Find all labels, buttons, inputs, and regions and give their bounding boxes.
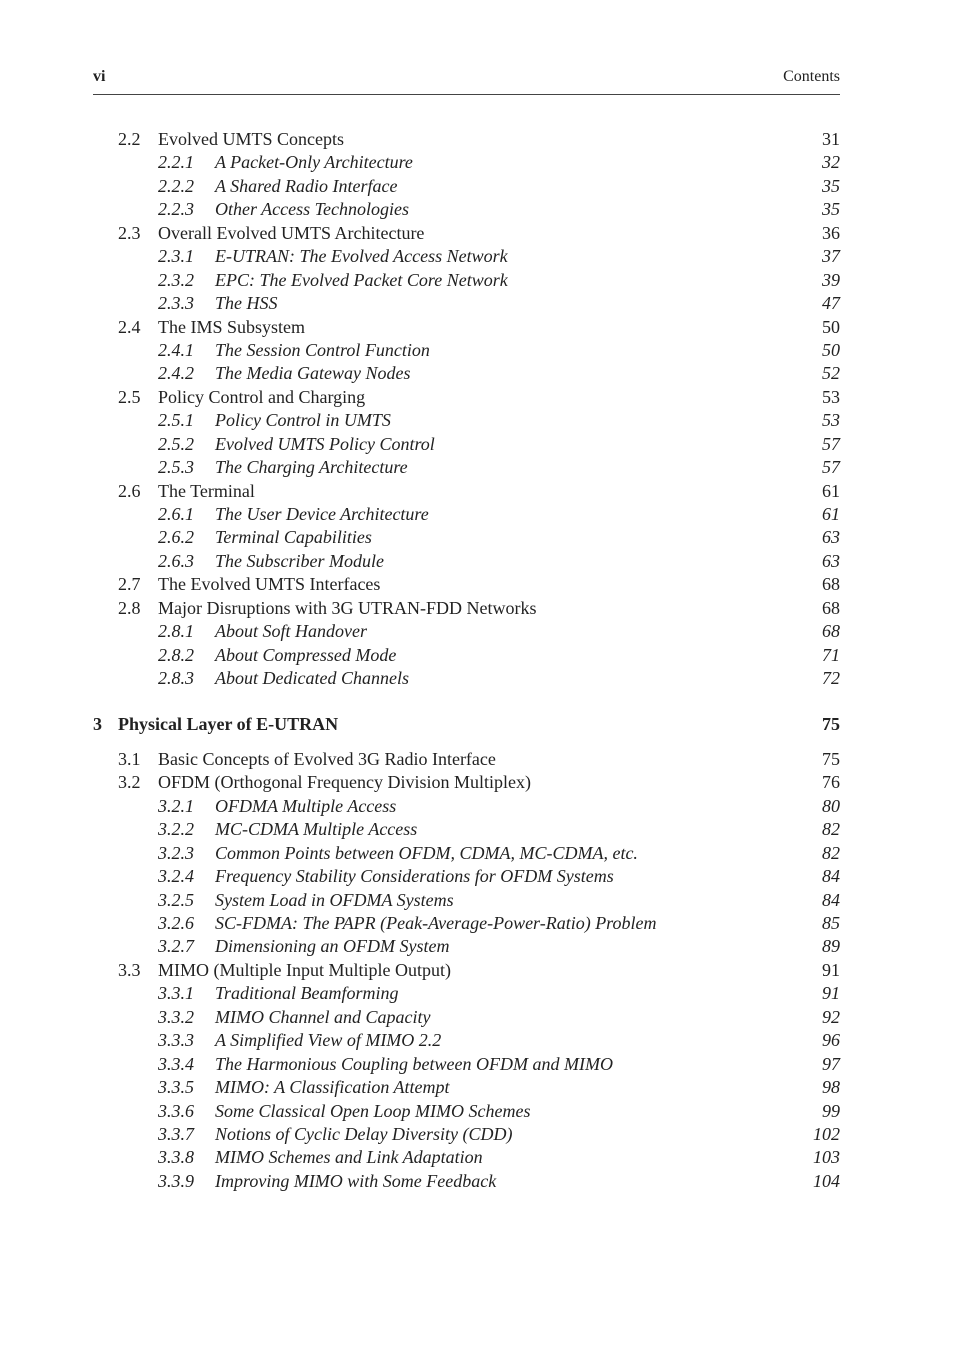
toc-entry-number: 3.1 [118,748,141,769]
toc-entry-page: 103 [813,1147,840,1168]
toc-entry-title: MC-CDMA Multiple Access [215,819,418,840]
toc-entry-subsection [93,865,840,888]
toc-entry-page: 53 [822,386,840,407]
toc-entry-number: 3.2.1 [158,795,194,816]
toc-entry-title: Dimensioning an OFDM System [215,936,450,957]
table-of-contents [93,128,840,1193]
toc-entry-title: About Compressed Mode [215,644,397,665]
toc-entry-title: The Subscriber Module [215,550,384,571]
toc-entry-number: 2.8 [118,597,141,618]
toc-entry-chapter [93,713,840,736]
toc-entry-subsection [93,1123,840,1146]
toc-entry-subsection [93,667,840,690]
toc-entry-page: 82 [822,842,840,863]
toc-entry-number: 3.3.5 [158,1077,194,1098]
toc-entry-subsection [93,1146,840,1169]
toc-entry-section [93,222,840,245]
toc-entry-page: 57 [822,457,840,478]
toc-entry-subsection [93,935,840,958]
toc-entry-subsection [93,409,840,432]
toc-entry-page: 39 [822,269,840,290]
toc-entry-title: Overall Evolved UMTS Architecture [158,222,425,243]
toc-entry-title: The Terminal [158,480,255,501]
toc-entry-page: 89 [822,936,840,957]
toc-entry-number: 2.3.3 [158,293,194,314]
toc-entry-title: Major Disruptions with 3G UTRAN-FDD Networks [158,597,537,618]
toc-entry-title: A Packet-Only Architecture [215,152,413,173]
toc-entry-title: Evolved UMTS Concepts [158,129,344,149]
toc-entry-subsection [93,818,840,841]
toc-entry-page: 68 [822,574,840,595]
toc-entry-number: 2.2.3 [158,199,194,220]
toc-entry-page: 61 [822,504,840,524]
toc-entry-page: 75 [822,713,840,734]
toc-entry-subsection [93,620,840,643]
toc-entry-section [93,128,840,151]
toc-entry-number: 2.6 [118,480,141,501]
toc-entry-section [93,316,840,339]
toc-entry-page: 35 [822,175,840,196]
toc-entry-title: Other Access Technologies [215,199,409,220]
toc-entry-section [93,748,840,771]
toc-entry-number: 3.3.1 [158,983,194,1004]
toc-entry-number: 2.7 [118,574,141,595]
toc-entry-title: Some Classical Open Loop MIMO Schemes [215,1100,531,1121]
toc-entry-number: 3.3.4 [158,1053,194,1074]
toc-entry-subsection [93,842,840,865]
toc-entry-section [93,480,840,503]
toc-entry-page: 97 [822,1053,840,1074]
toc-entry-page: 50 [822,316,840,337]
toc-entry-number: 3.3.8 [158,1147,194,1168]
toc-entry-title: The IMS Subsystem [158,316,306,337]
page-header [93,68,840,95]
toc-entry-subsection [93,912,840,935]
toc-entry-page: 50 [822,339,840,360]
running-title: Contents [783,68,840,85]
toc-entry-number: 3.2.4 [158,866,194,887]
toc-entry-number: 2.3 [118,222,141,243]
toc-entry-title: Evolved UMTS Policy Control [215,433,435,454]
toc-entry-number: 3.2.7 [158,936,194,957]
toc-entry-number: 2.4 [118,316,141,337]
toc-entry-page: 84 [822,866,840,887]
toc-entry-subsection [93,550,840,573]
toc-entry-page: 63 [822,527,840,548]
toc-entry-number: 2.4.2 [158,363,194,384]
toc-entry-page: 52 [822,363,840,384]
toc-entry-subsection [93,1076,840,1099]
toc-entry-title: Notions of Cyclic Delay Diversity (CDD) [215,1123,513,1144]
toc-entry-section [93,771,840,794]
toc-entry-subsection [93,1053,840,1076]
toc-entry-title: System Load in OFDMA Systems [215,889,454,910]
toc-entry-number: 2.3.1 [158,246,194,267]
toc-entry-title: Terminal Capabilities [215,527,372,548]
toc-entry-page: 99 [822,1100,840,1121]
toc-entry-section [93,597,840,620]
toc-entry-page: 61 [822,480,840,501]
toc-entry-page: 36 [822,222,840,243]
toc-entry-number: 2.5 [118,386,141,407]
toc-entry-title: MIMO Channel and Capacity [215,1006,431,1027]
toc-entry-number: 2.2.2 [158,175,194,196]
toc-entry-title: A Simplified View of MIMO 2.2 [215,1030,442,1051]
toc-entry-title: MIMO Schemes and Link Adaptation [215,1147,483,1168]
toc-entry-page: 91 [822,959,840,980]
toc-entry-page: 63 [822,550,840,571]
toc-entry-subsection [93,526,840,549]
toc-entry-page: 76 [822,772,840,793]
toc-entry-number: 3.3 [118,959,141,980]
toc-entry-subsection [93,362,840,385]
toc-entry-title: The User Device Architecture [215,504,429,524]
toc-entry-page: 92 [822,1006,840,1027]
toc-entry-title: EPC: The Evolved Packet Core Network [215,269,508,290]
toc-entry-title: Improving MIMO with Some Feedback [215,1170,497,1191]
toc-entry-number: 2.4.1 [158,339,194,360]
toc-entry-title: Policy Control in UMTS [215,410,391,431]
toc-entry-page: 98 [822,1077,840,1098]
toc-entry-subsection [93,1029,840,1052]
toc-entry-subsection [93,456,840,479]
toc-entry-number: 3.2.6 [158,913,194,933]
toc-entry-subsection [93,339,840,362]
toc-entry-subsection [93,245,840,268]
toc-entry-title: MIMO: A Classification Attempt [215,1077,450,1098]
toc-entry-page: 84 [822,889,840,910]
toc-entry-page: 32 [822,152,840,173]
toc-entry-subsection [93,1170,840,1193]
toc-entry-subsection [93,889,840,912]
toc-entry-title: Frequency Stability Considerations for OFDM Systems [215,866,614,887]
toc-entry-subsection [93,175,840,198]
toc-entry-subsection [93,795,840,818]
toc-entry-number: 2.6.3 [158,550,194,571]
toc-entry-subsection [93,269,840,292]
toc-entry-subsection [93,982,840,1005]
toc-entry-page: 104 [813,1170,840,1191]
toc-entry-number: 2.2 [118,129,141,149]
toc-entry-number: 3.2.3 [158,842,194,863]
toc-entry-title: Basic Concepts of Evolved 3G Radio Interface [158,748,496,769]
toc-entry-number: 3.3.2 [158,1006,194,1027]
toc-entry-title: About Dedicated Channels [215,668,409,689]
toc-entry-page: 47 [822,293,840,314]
toc-entry-subsection [93,292,840,315]
toc-entry-title: The Charging Architecture [215,457,408,478]
toc-entry-page: 91 [822,983,840,1004]
toc-entry-title: OFDMA Multiple Access [215,795,397,816]
toc-entry-subsection [93,151,840,174]
toc-entry-title: E-UTRAN: The Evolved Access Network [215,246,508,267]
toc-entry-number: 2.5.1 [158,410,194,431]
toc-entry-page: 102 [813,1123,840,1144]
toc-entry-number: 3.3.6 [158,1100,194,1121]
toc-entry-number: 3 [93,713,102,734]
toc-entry-number: 3.2.2 [158,819,194,840]
toc-entry-page: 35 [822,199,840,220]
toc-entry-section [93,386,840,409]
toc-entry-number: 3.3.3 [158,1030,194,1051]
toc-entry-number: 2.8.1 [158,621,194,642]
toc-entry-number: 2.8.2 [158,644,194,665]
toc-entry-number: 2.8.3 [158,668,194,689]
toc-entry-number: 2.6.1 [158,504,194,524]
toc-entry-title: Physical Layer of E-UTRAN [118,713,339,734]
toc-entry-number: 2.3.2 [158,269,194,290]
toc-entry-title: OFDM (Orthogonal Frequency Division Multiplex) [158,772,531,793]
toc-entry-page: 80 [822,795,840,816]
toc-entry-page: 96 [822,1030,840,1051]
toc-entry-number: 3.2.5 [158,889,194,910]
toc-entry-title: The Session Control Function [215,339,430,360]
toc-entry-title: The Evolved UMTS Interfaces [158,574,381,595]
toc-entry-subsection [93,198,840,221]
page-number: vi [93,68,106,85]
toc-entry-page: 75 [822,748,840,769]
toc-entry-title: Policy Control and Charging [158,386,366,407]
toc-entry-page: 31 [822,129,840,149]
toc-entry-subsection [93,1006,840,1029]
toc-entry-title: MIMO (Multiple Input Multiple Output) [158,959,451,980]
toc-entry-title: The Media Gateway Nodes [215,363,411,384]
toc-entry-page: 71 [822,644,840,665]
toc-entry-title: About Soft Handover [215,621,367,642]
toc-entry-number: 2.6.2 [158,527,194,548]
toc-entry-number: 3.2 [118,772,141,793]
toc-entry-number: 3.3.7 [158,1123,194,1144]
toc-entry-subsection [93,1100,840,1123]
toc-entry-page: 68 [822,621,840,642]
toc-entry-section [93,959,840,982]
toc-entry-number: 2.5.2 [158,433,194,454]
toc-entry-page: 37 [822,246,840,267]
toc-entry-title: The HSS [215,293,278,314]
toc-entry-subsection [93,503,840,526]
toc-entry-section [93,573,840,596]
toc-entry-page: 53 [822,410,840,431]
toc-entry-page: 57 [822,433,840,454]
toc-entry-page: 82 [822,819,840,840]
toc-entry-subsection [93,644,840,667]
toc-entry-page: 85 [822,913,840,933]
toc-entry-title: A Shared Radio Interface [215,175,398,196]
toc-entry-page: 72 [822,668,840,689]
toc-entry-title: Common Points between OFDM, CDMA, MC-CDMA, etc. [215,842,638,863]
toc-entry-title: SC-FDMA: The PAPR (Peak-Average-Power-Ratio) Problem [215,913,657,933]
toc-entry-number: 2.5.3 [158,457,194,478]
toc-entry-number: 2.2.1 [158,152,194,173]
toc-entry-subsection [93,433,840,456]
toc-entry-number: 3.3.9 [158,1170,194,1191]
toc-entry-title: The Harmonious Coupling between OFDM and MIMO [215,1053,613,1074]
toc-entry-page: 68 [822,597,840,618]
toc-entry-title: Traditional Beamforming [215,983,399,1004]
